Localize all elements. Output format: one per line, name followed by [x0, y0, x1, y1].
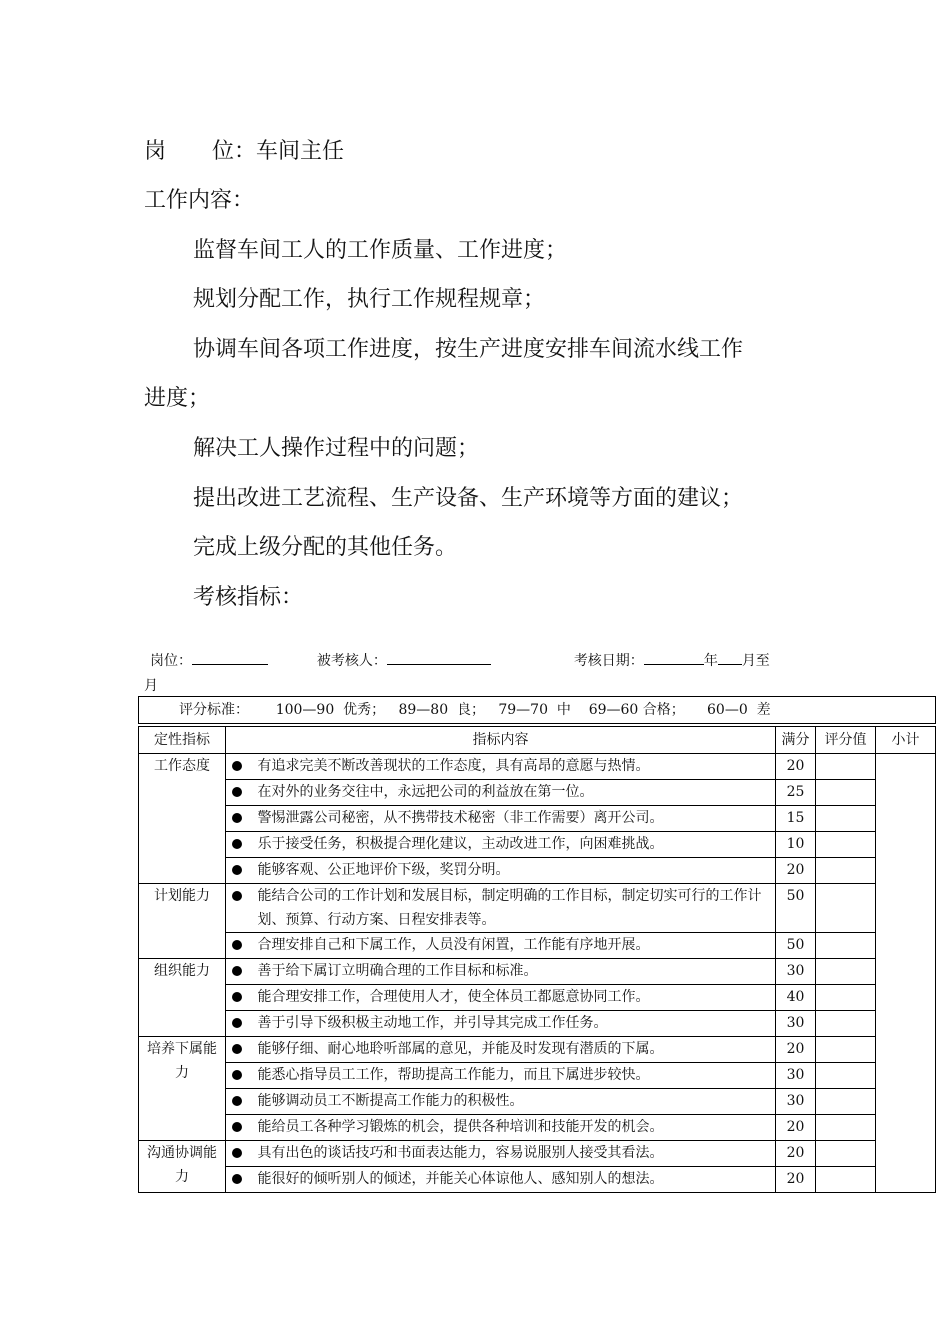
bullet-icon	[226, 1089, 248, 1115]
item-full: 50	[776, 933, 816, 959]
bullet-icon	[226, 754, 248, 780]
table-row	[139, 933, 936, 959]
score-cell[interactable]	[816, 1141, 876, 1167]
duty-2: 规划分配工作，执行工作规程规章；	[193, 287, 546, 312]
item-full: 20	[776, 1141, 816, 1167]
post-label-a: 岗	[144, 139, 167, 164]
score-cell[interactable]	[816, 806, 876, 832]
score-cell[interactable]	[816, 1115, 876, 1141]
duty-3: 协调车间各项工作进度，按生产进度安排车间流水线工作	[193, 337, 744, 362]
scoring-standard: 评分标准： 100—90 优秀； 89—80 良； 79—70 中 69—60 合格； 60—0 差	[139, 697, 936, 726]
item-full: 25	[776, 780, 816, 806]
item-text: 能够客观、公正地评价下级，奖罚分明。	[248, 858, 776, 884]
category-staff-development: 培养下属能力	[139, 1037, 226, 1141]
category-attitude: 工作态度	[139, 754, 226, 884]
table-row	[139, 1063, 936, 1089]
post-line	[144, 137, 344, 167]
table-row	[139, 1115, 936, 1141]
bullet-icon	[226, 1141, 248, 1167]
item-text: 能合理安排工作，合理使用人才，使全体员工都愿意协同工作。	[248, 985, 776, 1011]
table-row	[139, 1141, 936, 1167]
duty-3-cont: 进度；	[144, 386, 211, 411]
header-full: 满分	[776, 725, 816, 754]
assessee-blank[interactable]	[387, 650, 491, 665]
score-cell[interactable]	[816, 959, 876, 985]
item-full: 15	[776, 806, 816, 832]
bullet-icon	[226, 858, 248, 884]
table-row	[139, 1089, 936, 1115]
score-cell[interactable]	[816, 1011, 876, 1037]
post-blank[interactable]	[192, 650, 268, 665]
item-full: 40	[776, 985, 816, 1011]
form-year: 年	[703, 653, 718, 669]
table-row	[139, 754, 936, 780]
item-text: 能很好的倾听别人的倾述，并能关心体谅他人、感知别人的想法。	[248, 1167, 776, 1193]
score-cell[interactable]	[816, 858, 876, 884]
bullet-icon	[226, 985, 248, 1011]
bullet-icon	[226, 780, 248, 806]
score-cell[interactable]	[816, 985, 876, 1011]
item-full: 30	[776, 1011, 816, 1037]
table-row	[139, 884, 936, 933]
form-date-label: 考核日期：	[573, 653, 644, 669]
table-row	[139, 985, 936, 1011]
duty-4: 解决工人操作过程中的问题；	[193, 436, 480, 461]
item-full: 20	[776, 1037, 816, 1063]
header-score: 评分值	[816, 725, 876, 754]
table-row	[139, 1167, 936, 1193]
bullet-icon	[226, 959, 248, 985]
bullet-icon	[226, 832, 248, 858]
score-cell[interactable]	[816, 780, 876, 806]
assessment-heading: 考核指标：	[193, 585, 304, 610]
item-full: 50	[776, 884, 816, 933]
category-organizing: 组织能力	[139, 959, 226, 1037]
scoring-standard-row	[139, 697, 936, 726]
duty-1: 监督车间工人的工作质量、工作进度；	[193, 238, 568, 263]
item-text: 警惕泄露公司秘密，从不携带技术秘密（非工作需要）离开公司。	[248, 806, 776, 832]
table-row	[139, 1011, 936, 1037]
category-planning: 计划能力	[139, 884, 226, 959]
bullet-icon	[226, 1037, 248, 1063]
score-cell[interactable]	[816, 1167, 876, 1193]
score-cell[interactable]	[816, 832, 876, 858]
item-full: 30	[776, 959, 816, 985]
item-text: 善于给下属订立明确合理的工作目标和标准。	[248, 959, 776, 985]
post-value: 车间主任	[256, 139, 345, 164]
item-full: 20	[776, 1115, 816, 1141]
item-text: 有追求完美不断改善现状的工作态度，具有高昂的意愿与热情。	[248, 754, 776, 780]
form-assessee-label: 被考核人：	[316, 653, 387, 669]
bullet-icon	[226, 1167, 248, 1193]
bullet-icon	[226, 806, 248, 832]
evaluation-table	[138, 696, 936, 1193]
score-cell[interactable]	[816, 754, 876, 780]
item-full: 30	[776, 1063, 816, 1089]
header-category: 定性指标	[139, 725, 226, 754]
item-text: 具有出色的谈话技巧和书面表达能力，容易说服别人接受其看法。	[248, 1141, 776, 1167]
item-full: 10	[776, 832, 816, 858]
bullet-icon	[226, 1115, 248, 1141]
subtotal-cell[interactable]	[876, 754, 936, 1193]
item-text: 能够调动员工不断提高工作能力的积极性。	[248, 1089, 776, 1115]
item-full: 20	[776, 858, 816, 884]
table-row	[139, 806, 936, 832]
item-text: 能结合公司的工作计划和发展目标，制定明确的工作目标，制定切实可行的工作计划、预算、行动方案、日程安排表等。	[248, 884, 776, 933]
item-text: 乐于接受任务，积极提合理化建议，主动改进工作，向困难挑战。	[248, 832, 776, 858]
bullet-icon	[226, 884, 248, 933]
item-full: 20	[776, 1167, 816, 1193]
year-blank[interactable]	[644, 650, 704, 665]
form-meta-line	[150, 650, 770, 671]
header-content: 指标内容	[226, 725, 776, 754]
bullet-icon	[226, 1011, 248, 1037]
header-subtotal: 小计	[876, 725, 936, 754]
bullet-icon	[226, 1063, 248, 1089]
item-text: 合理安排自己和下属工作，人员没有闲置，工作能有序地开展。	[248, 933, 776, 959]
score-cell[interactable]	[816, 1063, 876, 1089]
duty-5: 提出改进工艺流程、生产设备、生产环境等方面的建议；	[193, 486, 744, 511]
table-row	[139, 832, 936, 858]
item-text: 能悉心指导员工工作，帮助提高工作能力，而且下属进步较快。	[248, 1063, 776, 1089]
work-heading: 工作内容：	[144, 188, 255, 213]
item-text: 能给员工各种学习锻炼的机会，提供各种培训和技能开发的机会。	[248, 1115, 776, 1141]
form-month-to: 月至	[741, 653, 770, 669]
post-label-b: 位：	[212, 139, 257, 164]
score-cell[interactable]	[816, 1089, 876, 1115]
month-blank[interactable]	[718, 650, 742, 665]
item-full: 20	[776, 754, 816, 780]
table-header-row	[139, 725, 936, 754]
duty-6: 完成上级分配的其他任务。	[193, 535, 458, 560]
item-text: 在对外的业务交往中，永远把公司的利益放在第一位。	[248, 780, 776, 806]
item-text: 能够仔细、耐心地聆听部属的意见，并能及时发现有潜质的下属。	[248, 1037, 776, 1063]
form-post-label: 岗位：	[150, 653, 192, 669]
bullet-icon	[226, 933, 248, 959]
table-row	[139, 959, 936, 985]
score-cell[interactable]	[816, 1037, 876, 1063]
category-communication: 沟通协调能力	[139, 1141, 226, 1193]
score-cell[interactable]	[816, 933, 876, 959]
table-row	[139, 780, 936, 806]
score-cell[interactable]	[816, 884, 876, 933]
item-full: 30	[776, 1089, 816, 1115]
table-row	[139, 1037, 936, 1063]
table-row	[139, 858, 936, 884]
form-month-end: 月	[144, 678, 158, 694]
item-text: 善于引导下级积极主动地工作，并引导其完成工作任务。	[248, 1011, 776, 1037]
